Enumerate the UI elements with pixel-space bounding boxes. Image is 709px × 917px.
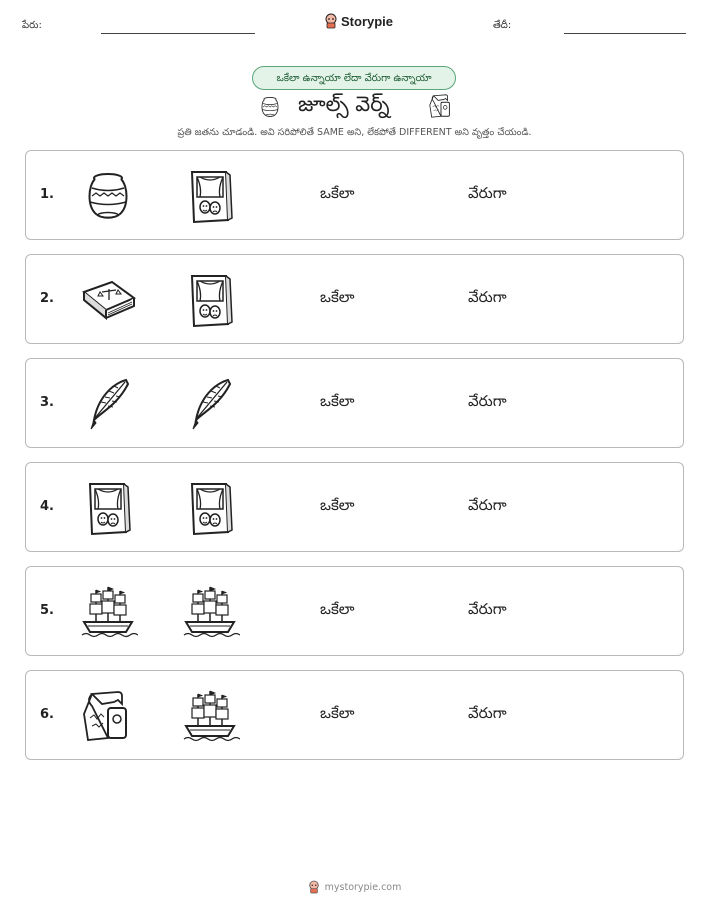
question-card bbox=[25, 462, 684, 552]
worksheet-type-pill: ఒకేలా ఉన్నాయా లేదా వేరుగా ఉన్నాయా bbox=[252, 66, 456, 90]
same-option[interactable]: ఒకేలా bbox=[320, 704, 355, 722]
same-option[interactable]: ఒకేలా bbox=[320, 600, 355, 618]
question-card bbox=[25, 358, 684, 448]
theater-book-icon bbox=[180, 166, 240, 226]
same-option[interactable]: ఒకేలా bbox=[320, 184, 355, 202]
question-card bbox=[25, 670, 684, 760]
date-label: తేదీ: bbox=[493, 20, 512, 31]
date-field-line[interactable] bbox=[564, 33, 686, 34]
name-label: పేరు: bbox=[22, 20, 42, 31]
same-option[interactable]: ఒకేలా bbox=[320, 496, 355, 514]
storypie-mascot-icon bbox=[324, 13, 338, 29]
question-number: 6. bbox=[40, 707, 54, 722]
page-header bbox=[0, 0, 709, 40]
ship-icon bbox=[180, 686, 240, 746]
ship-icon bbox=[78, 582, 138, 642]
question-number: 1. bbox=[40, 187, 54, 202]
different-option[interactable]: వేరుగా bbox=[468, 704, 507, 722]
different-option[interactable]: వేరుగా bbox=[468, 496, 507, 514]
storypie-mascot-icon bbox=[308, 880, 320, 894]
different-option[interactable]: వేరుగా bbox=[468, 184, 507, 202]
question-number: 3. bbox=[40, 395, 54, 410]
quill-icon bbox=[180, 374, 240, 434]
question-card bbox=[25, 150, 684, 240]
law-book-icon bbox=[78, 270, 138, 330]
question-card bbox=[25, 566, 684, 656]
question-number: 4. bbox=[40, 499, 54, 514]
scroll-icon bbox=[427, 92, 455, 120]
different-option[interactable]: వేరుగా bbox=[468, 288, 507, 306]
question-number: 2. bbox=[40, 291, 54, 306]
question-card bbox=[25, 254, 684, 344]
page-footer bbox=[0, 880, 709, 894]
pot-icon bbox=[78, 166, 138, 226]
different-option[interactable]: వేరుగా bbox=[468, 392, 507, 410]
same-option[interactable]: ఒకేలా bbox=[320, 288, 355, 306]
question-number: 5. bbox=[40, 603, 54, 618]
scroll-icon bbox=[78, 686, 138, 746]
pot-icon bbox=[257, 94, 283, 120]
instructions: ప్రతి జతను చూడండి. అవి సరిపోలితే SAME అని, లేకపోతే DIFFERENT అని వృత్తం చేయండి. bbox=[177, 127, 532, 138]
theater-book-icon bbox=[78, 478, 138, 538]
brand-logo bbox=[324, 13, 393, 29]
theater-book-icon bbox=[180, 270, 240, 330]
different-option[interactable]: వేరుగా bbox=[468, 600, 507, 618]
title-row bbox=[0, 92, 709, 122]
name-field-line[interactable] bbox=[101, 33, 255, 34]
ship-icon bbox=[180, 582, 240, 642]
theater-book-icon bbox=[180, 478, 240, 538]
quill-icon bbox=[78, 374, 138, 434]
same-option[interactable]: ఒకేలా bbox=[320, 392, 355, 410]
brand-name: Storypie bbox=[341, 13, 394, 29]
page-title: జూల్స్ వెర్న్ bbox=[298, 92, 390, 116]
footer-url[interactable]: mystorypie.com bbox=[324, 881, 402, 893]
